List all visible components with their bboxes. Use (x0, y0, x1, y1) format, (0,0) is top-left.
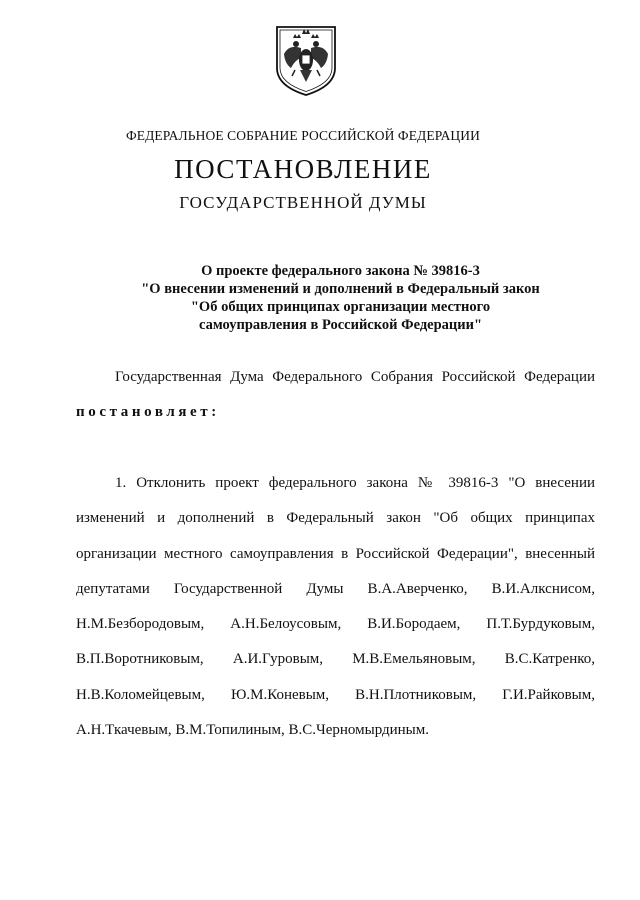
paragraph-line: организации местного самоуправления в Российской Федерации", внесенный (76, 545, 595, 562)
subject-line: самоуправления в Российской Федерации" (198, 317, 483, 333)
subject-line: "Об общих принципах организации местного (190, 299, 491, 315)
subject-line: "О внесении изменений и дополнений в Федеральный закон (141, 281, 540, 297)
paragraph-line: Н.М.Безбородовым, А.Н.Белоусовым, В.И.Бородаем, П.Т.Бурдуковым, (76, 616, 595, 633)
paragraph-line: А.Н.Ткачевым, В.М.Топилиным, В.С.Черномырдиным. (76, 722, 430, 739)
paragraph-line: Н.В.Коломейцевым, Ю.М.Коневым, В.Н.Плотниковым, Г.И.Райковым, (76, 686, 595, 703)
document-type-title: ПОСТАНОВЛЕНИЕ (174, 154, 432, 184)
paragraph-line: В.П.Воротниковым, А.И.Гуровым, М.В.Емельяновым, В.С.Катренко, (76, 651, 595, 668)
preamble-text: Государственная Дума Федерального Собрания Российской Федерации (115, 369, 595, 385)
paragraph-line: депутатами Государственной Думы В.А.Аверченко, В.И.Алкснисом, (76, 580, 595, 597)
issuer-title: ФЕДЕРАЛЬНОЕ СОБРАНИЕ РОССИЙСКОЙ ФЕДЕРАЦИИ (126, 128, 480, 143)
paragraph-1 (76, 474, 595, 756)
document-subject (70, 262, 611, 334)
document-organization-title: ГОСУДАРСТВЕННОЙ ДУМЫ (179, 193, 427, 212)
paragraph-line: 1. Отклонить проект федерального закона № 39816-3 "О внесении (115, 475, 595, 491)
paragraph-line: изменений и дополнений в Федеральный закон "Об общих принципах (76, 510, 595, 527)
emblem-icon (271, 24, 341, 98)
subject-line: О проекте федерального закона № 39816-3 (201, 263, 480, 279)
resolves-text: постановляет: (76, 404, 220, 420)
